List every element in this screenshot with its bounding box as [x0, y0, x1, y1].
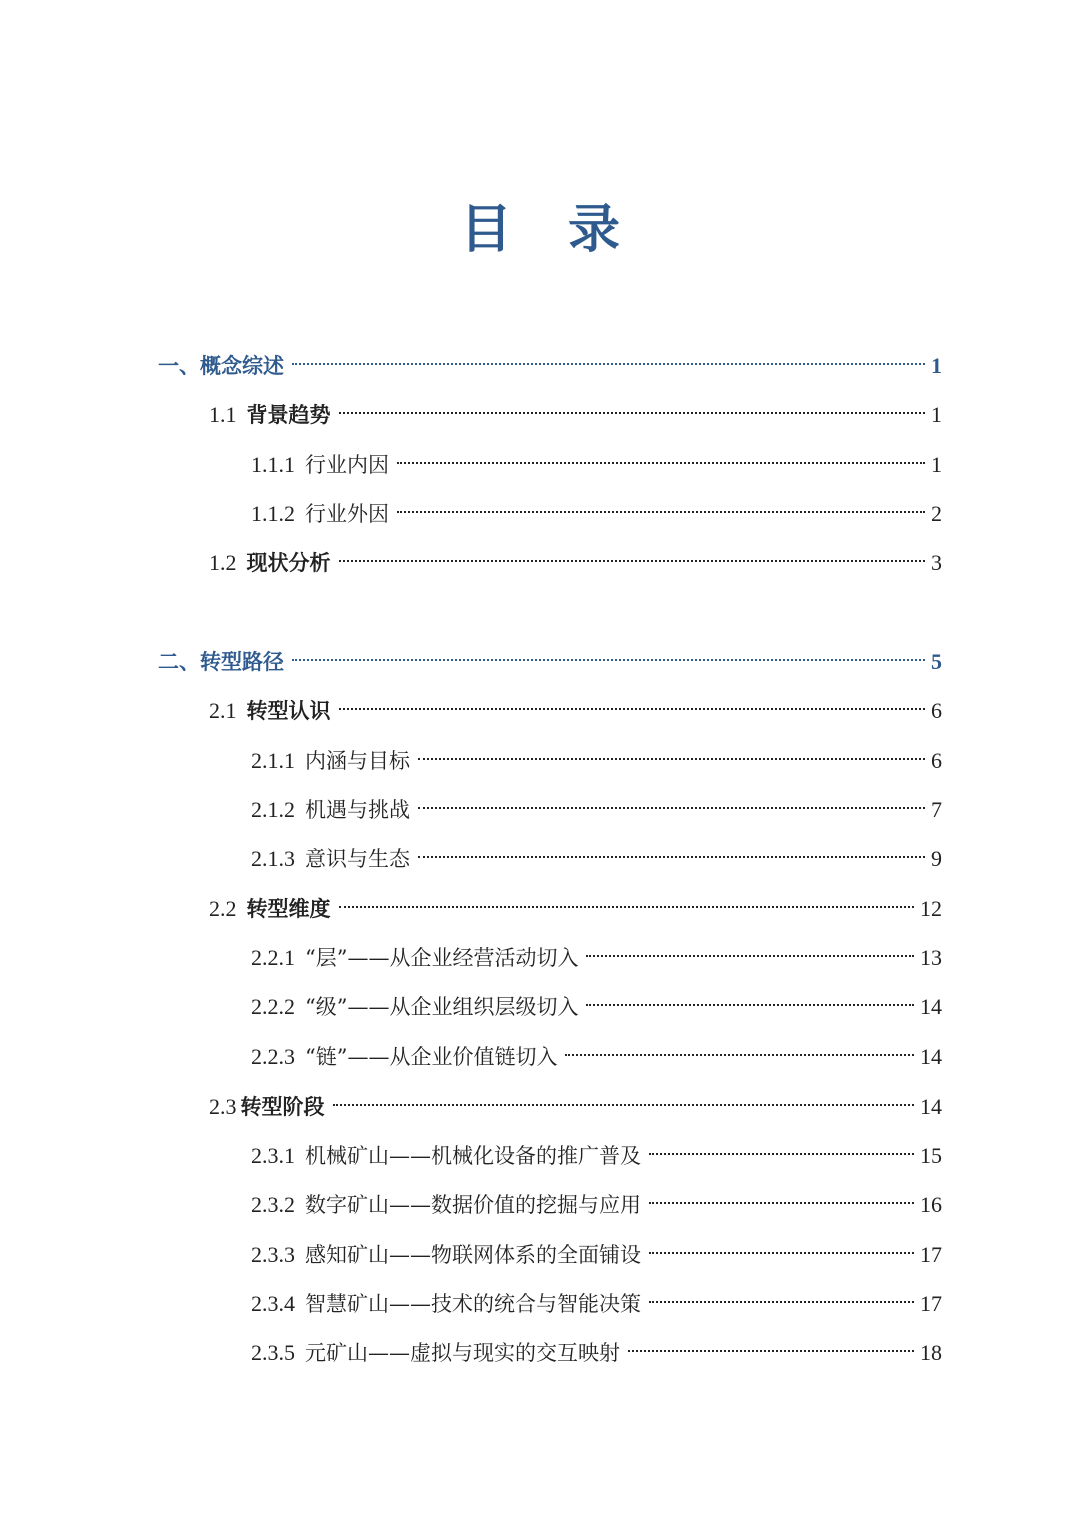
title-char-2: 录: [568, 199, 621, 260]
toc-page: 1: [931, 353, 942, 378]
toc-page: 17: [920, 1242, 942, 1267]
toc-number: 2.3.3: [251, 1242, 295, 1267]
toc-entry[interactable]: [251, 438, 942, 477]
dot-leader: [418, 783, 925, 817]
dot-leader: [649, 1129, 914, 1163]
toc-entry[interactable]: [251, 1030, 942, 1069]
toc-page: 6: [931, 748, 942, 773]
toc-label: “链”——从企业价值链切入: [305, 1045, 558, 1069]
toc-label: 行业外因: [305, 502, 389, 526]
toc-number: 2.2: [209, 896, 237, 921]
toc-number: 2.1.2: [251, 797, 295, 822]
dot-leader: [649, 1228, 914, 1262]
toc-page: 5: [931, 649, 942, 674]
dot-leader: [565, 1030, 914, 1064]
toc-entry[interactable]: [251, 931, 942, 970]
toc-page: 16: [920, 1192, 942, 1217]
toc-number: 2.3.5: [251, 1340, 295, 1365]
toc-page: 3: [931, 550, 942, 575]
toc-page: 17: [920, 1291, 942, 1316]
toc-label: 机械矿山——机械化设备的推广普及: [305, 1144, 641, 1168]
toc-page: 6: [931, 698, 942, 723]
toc-entry[interactable]: [209, 882, 942, 921]
toc-entry[interactable]: [251, 1326, 942, 1365]
dot-leader: [397, 438, 925, 472]
toc-entry[interactable]: [251, 1129, 942, 1168]
dot-leader: [628, 1326, 914, 1360]
toc-page: 1: [931, 452, 942, 477]
toc-page: 9: [931, 846, 942, 871]
toc-number: 2.1.3: [251, 846, 295, 871]
toc-entry[interactable]: [251, 980, 942, 1019]
dot-leader: [649, 1277, 914, 1311]
toc-label: 行业内因: [305, 453, 389, 477]
dot-leader: [586, 980, 914, 1014]
toc-number: 1.1.1: [251, 452, 295, 477]
toc-section-2[interactable]: [158, 635, 942, 674]
toc-label: 转型认识: [246, 698, 331, 723]
toc-number: 1.1.2: [251, 501, 295, 526]
toc-number: 1.2: [209, 550, 237, 575]
toc-page: 15: [920, 1143, 942, 1168]
toc-entry[interactable]: [251, 1277, 942, 1316]
toc-label: “级”——从企业组织层级切入: [305, 995, 579, 1019]
dot-leader: [339, 536, 926, 570]
dot-leader: [292, 635, 925, 669]
toc-label: 内涵与目标: [305, 749, 410, 773]
toc-entry[interactable]: [209, 536, 942, 575]
toc-entry[interactable]: [251, 734, 942, 773]
dot-leader: [333, 1080, 915, 1114]
dot-leader: [339, 684, 926, 718]
toc-label: 现状分析: [246, 550, 331, 575]
toc-page: 2: [931, 501, 942, 526]
toc-number: 2.3: [209, 1094, 237, 1119]
toc-page: 14: [920, 1044, 942, 1069]
dot-leader: [339, 882, 915, 916]
toc-number: 2.2.3: [251, 1044, 295, 1069]
toc-page: 1: [931, 402, 942, 427]
toc-label: 元矿山——虚拟与现实的交互映射: [305, 1341, 620, 1365]
toc-number: 2.3.1: [251, 1143, 295, 1168]
toc-label: 转型维度: [246, 896, 331, 921]
toc-entry[interactable]: [251, 1228, 942, 1267]
dot-leader: [418, 832, 925, 866]
toc-number: 2.2.1: [251, 945, 295, 970]
toc-entry[interactable]: [251, 487, 942, 526]
toc-label: 背景趋势: [246, 402, 331, 427]
dot-leader: [649, 1178, 914, 1212]
toc-entry[interactable]: [209, 388, 942, 427]
dot-leader: [339, 388, 926, 422]
toc-page: 12: [920, 896, 942, 921]
toc-label: 意识与生态: [305, 847, 410, 871]
title-char-1: 目: [459, 199, 512, 260]
toc-page: 18: [920, 1340, 942, 1365]
toc-label: 二、转型路径: [158, 649, 284, 674]
toc-entry[interactable]: [209, 684, 942, 723]
toc-page: 14: [920, 994, 942, 1019]
toc-label: 机遇与挑战: [305, 798, 410, 822]
toc-label: 数字矿山——数据价值的挖掘与应用: [305, 1193, 641, 1217]
toc-entry[interactable]: [251, 832, 942, 871]
toc-number: 2.1.1: [251, 748, 295, 773]
toc-page: 7: [931, 797, 942, 822]
toc-number: 2.3.2: [251, 1192, 295, 1217]
toc-page: 14: [920, 1094, 942, 1119]
toc-page: 13: [920, 945, 942, 970]
toc-section-1[interactable]: [158, 339, 942, 378]
toc-label: “层”——从企业经营活动切入: [305, 946, 579, 970]
toc-entry[interactable]: [251, 783, 942, 822]
dot-leader: [586, 931, 914, 965]
toc-number: 2.2.2: [251, 994, 295, 1019]
toc-number: 2.1: [209, 698, 237, 723]
dot-leader: [397, 487, 925, 521]
toc-label: 转型阶段: [240, 1094, 325, 1119]
dot-leader: [292, 339, 925, 373]
toc-label: 一、概念综述: [158, 353, 284, 378]
toc-number: 1.1: [209, 402, 237, 427]
toc-number: 2.3.4: [251, 1291, 295, 1316]
dot-leader: [418, 734, 925, 768]
toc-label: 感知矿山——物联网体系的全面铺设: [305, 1243, 641, 1267]
toc-label: 智慧矿山——技术的统合与智能决策: [305, 1292, 641, 1316]
toc-entry[interactable]: [209, 1080, 942, 1119]
toc-entry[interactable]: [251, 1178, 942, 1217]
